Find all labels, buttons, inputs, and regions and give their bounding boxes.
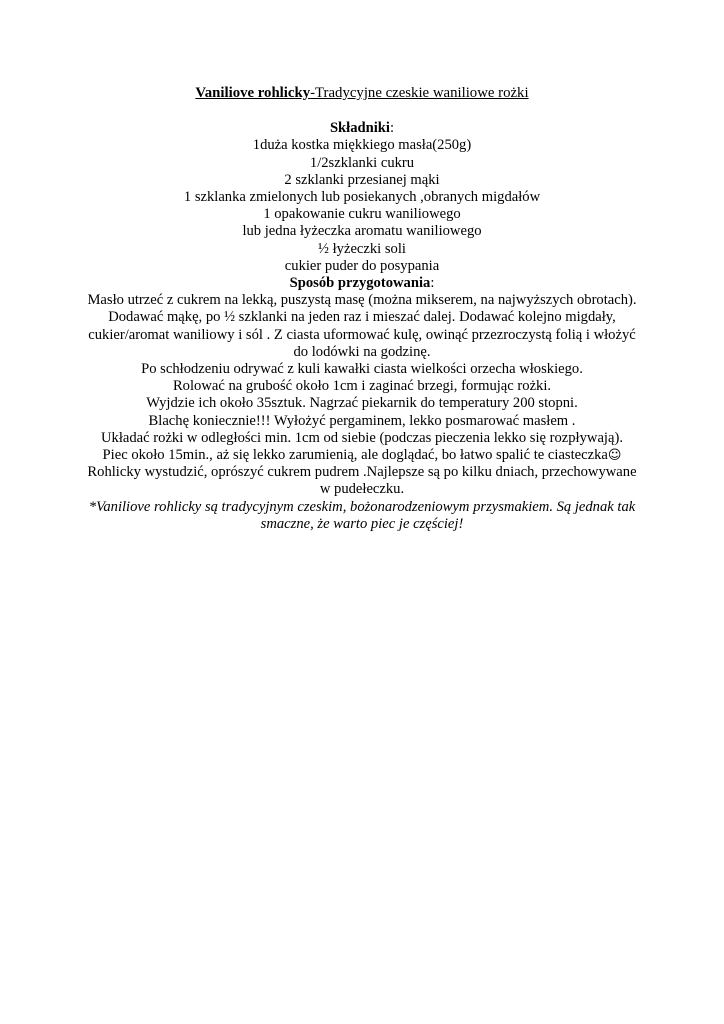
ingredient-item: 2 szklanki przesianej mąki [284, 171, 440, 188]
method-line: Wyjdzie ich około 35sztuk. Nagrzać piekarnik do temperatury 200 stopni. [146, 395, 578, 412]
method-line: Rohlicky wystudzić, oprószyć cukrem pudrem .Najlepsze są po kilku dniach, przechowywane [87, 464, 637, 481]
recipe-title-name: Vaniliove rohlicky [195, 85, 311, 101]
closing-note [80, 499, 644, 533]
ingredient-item: 1 szklanka zmielonych lub posiekanych ,obranych migdałów [183, 189, 541, 206]
smiley-icon: ☺ [607, 448, 622, 464]
method-line: Rolować na grubość około 1cm i zaginać brzegi, formując rożki. [172, 378, 552, 395]
recipe-content [80, 85, 644, 533]
method-line-with-smiley [80, 447, 644, 464]
method-heading-colon: : [430, 275, 435, 292]
ingredient-item: 1 opakowanie cukru waniliowego [263, 206, 461, 223]
method-line: Blachę koniecznie!!! Wyłożyć pergaminem, lekko posmarować masłem . [148, 412, 576, 429]
ingredients-list [80, 137, 644, 275]
note-line: *Vaniliove rohlicky są tradycyjnym czeskim, bożonarodzeniowym przysmakiem. Są jednak tak [88, 498, 636, 515]
recipe-title [80, 85, 644, 102]
method-line: do lodówki na godzinę. [293, 343, 431, 360]
ingredient-item: 1duża kostka miękkiego masła(250g) [252, 137, 472, 154]
method-line: Układać rożki w odległości min. 1cm od siebie (podczas pieczenia lekko się rozpływają). [101, 429, 623, 446]
ingredient-item: ½ łyżeczki soli [318, 240, 406, 257]
method-line: Po schłodzeniu odrywać z kuli kawałki ciasta wielkości orzecha włoskiego. [141, 361, 583, 378]
ingredient-item: cukier puder do posypania [284, 257, 440, 274]
note-line: smaczne, że warto piec je częściej! [260, 515, 464, 532]
method-text [80, 292, 644, 498]
method-line: w pudełeczku. [319, 481, 405, 498]
method-heading-text: Sposób przygotowania [289, 275, 431, 292]
ingredient-item: 1/2szklanki cukru [309, 154, 415, 171]
method-line: Masło utrzeć z cukrem na lekką, puszystą masę (można mikserem, na najwyższych obrotach). [87, 292, 637, 309]
ingredients-heading-text: Składniki [329, 120, 390, 137]
method-line-text: Piec około 15min., aż się lekko zarumienią, ale doglądać, bo łatwo spalić te ciasteczka [102, 447, 608, 464]
title-spacer [80, 102, 644, 120]
ingredients-heading-colon: : [389, 120, 395, 137]
recipe-title-subtitle: -Tradycyjne czeskie waniliowe rożki [310, 85, 529, 101]
ingredient-item: lub jedna łyżeczka aromatu waniliowego [242, 223, 482, 240]
method-heading [80, 275, 644, 292]
method-line: Dodawać mąkę, po ½ szklanki na jeden raz i mieszać dalej. Dodawać kolejno migdały, [108, 309, 616, 326]
ingredients-heading [80, 120, 644, 137]
method-line: cukier/aromat waniliowy i sól . Z ciasta uformować kulę, owinąć przezroczystą folią i włożyć [88, 326, 636, 343]
